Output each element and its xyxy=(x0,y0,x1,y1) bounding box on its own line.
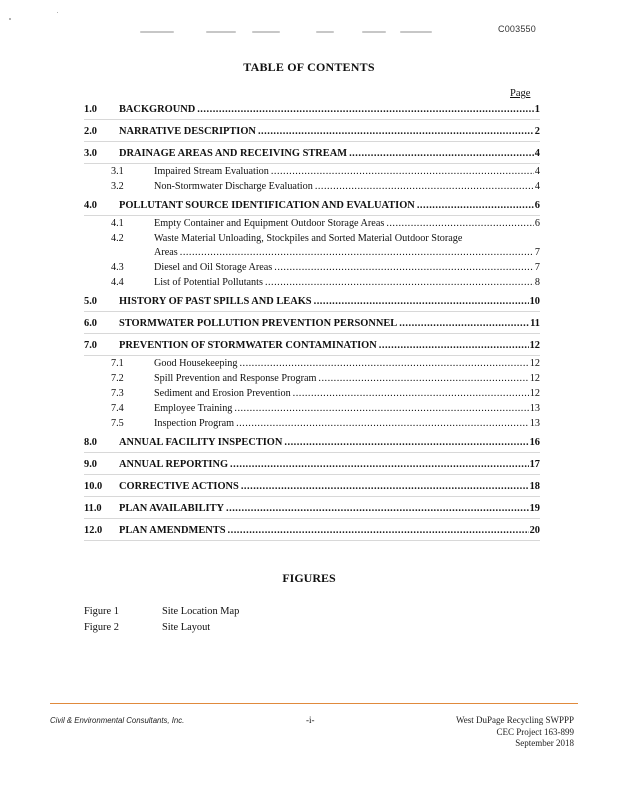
toc-entry-page: 12 xyxy=(529,340,540,351)
toc-entry-label: Diesel and Oil Storage Areas xyxy=(154,262,273,273)
toc-entry-number: 10.0 xyxy=(84,481,103,492)
toc-entry-text xyxy=(154,231,540,246)
toc-entry-page: 6 xyxy=(534,218,540,229)
footer-project-name: West DuPage Recycling SWPPP xyxy=(455,715,574,725)
dot-leader xyxy=(236,416,529,431)
toc-entry-page: 17 xyxy=(529,459,540,470)
toc-entry-page: 4 xyxy=(534,181,540,192)
dot-leader xyxy=(293,386,529,401)
toc-entry-label: HISTORY OF PAST SPILLS AND LEAKS xyxy=(119,296,312,307)
toc-section-entry[interactable] xyxy=(84,456,540,475)
toc-entry-number: 7.1 xyxy=(111,358,124,369)
footer-project-number: CEC Project 163-899 xyxy=(496,726,574,737)
toc-entry-text xyxy=(154,416,540,431)
toc-subsection-entry[interactable] xyxy=(84,275,540,290)
page-column-label: Page xyxy=(510,88,531,99)
toc-entry-number: 12.0 xyxy=(84,525,103,536)
toc-entry-number: 2.0 xyxy=(84,126,97,137)
dot-leader xyxy=(399,315,529,333)
toc-entry-label: NARRATIVE DESCRIPTION xyxy=(119,126,256,137)
toc-entry-label: ANNUAL REPORTING xyxy=(119,459,229,470)
toc-entry-text xyxy=(154,260,540,275)
toc-entry-page: 11 xyxy=(530,318,540,329)
scan-speck xyxy=(9,18,11,20)
toc-entry-text xyxy=(154,164,540,179)
toc-entry-text xyxy=(119,293,540,311)
toc-entry-label: PLAN AVAILABILITY xyxy=(119,503,224,514)
dot-leader xyxy=(284,434,528,452)
toc-entry-label: Impaired Stream Evaluation xyxy=(154,166,269,177)
toc-entry-label: STORMWATER POLLUTION PREVENTION PERSONNEL xyxy=(119,318,398,329)
toc-entry-number: 11.0 xyxy=(84,503,102,514)
toc-subsection-entry[interactable] xyxy=(84,386,540,401)
toc-entry-number: 8.0 xyxy=(84,437,97,448)
toc-entry-text xyxy=(119,123,540,141)
footer-divider xyxy=(50,703,578,704)
figure-number: Figure 1 xyxy=(84,606,119,617)
toc-entry-number: 3.1 xyxy=(111,166,124,177)
toc-entry-continuation[interactable] xyxy=(84,246,540,260)
toc-entry-page: 18 xyxy=(529,481,540,492)
toc-entry-label: CORRECTIVE ACTIONS xyxy=(119,481,239,492)
dot-leader xyxy=(228,522,529,540)
figure-label: Site Location Map xyxy=(162,606,240,617)
toc-entry-number: 4.0 xyxy=(84,200,97,211)
toc-entry-number: 4.3 xyxy=(111,262,124,273)
toc-entry-label: Employee Training xyxy=(154,403,233,414)
dot-leader xyxy=(180,246,534,260)
toc-entry-text xyxy=(154,179,540,194)
toc-subsection-entry[interactable] xyxy=(84,164,540,179)
toc-entry-number: 5.0 xyxy=(84,296,97,307)
dot-leader xyxy=(274,260,534,275)
toc-section-entry[interactable] xyxy=(84,434,540,453)
dot-leader xyxy=(230,456,529,474)
toc-entry-text xyxy=(119,197,540,215)
toc-section-entry[interactable] xyxy=(84,145,540,164)
document-id: C003550 xyxy=(498,24,536,34)
toc-section-entry[interactable] xyxy=(84,197,540,216)
toc-entry-label: Empty Container and Equipment Outdoor Storage Areas xyxy=(154,218,385,229)
toc-section-entry[interactable] xyxy=(84,500,540,519)
toc-subsection-entry[interactable] xyxy=(84,356,540,371)
toc-entry-label: PREVENTION OF STORMWATER CONTAMINATION xyxy=(119,340,377,351)
toc-entry-number: 6.0 xyxy=(84,318,97,329)
toc-entry-label: POLLUTANT SOURCE IDENTIFICATION AND EVALUATION xyxy=(119,200,415,211)
toc-entry-page: 6 xyxy=(534,200,540,211)
dot-leader xyxy=(226,500,529,518)
toc-entry-label: Spill Prevention and Response Program xyxy=(154,373,317,384)
toc-section-entry[interactable] xyxy=(84,337,540,356)
dot-leader xyxy=(318,371,528,386)
toc-entry-text xyxy=(154,216,540,231)
toc-entry-text xyxy=(119,315,540,333)
dot-leader xyxy=(315,179,534,194)
toc-entry-page: 12 xyxy=(529,373,540,384)
footer-date: September 2018 xyxy=(515,738,574,748)
dot-leader xyxy=(265,275,534,290)
toc-entry-page: 12 xyxy=(529,388,540,399)
toc-entry-label: PLAN AMENDMENTS xyxy=(119,525,226,536)
toc-entry-number: 7.2 xyxy=(111,373,124,384)
toc-subsection-entry[interactable] xyxy=(84,416,540,431)
toc-entry-page: 4 xyxy=(534,148,540,159)
toc-entry-label: List of Potential Pollutants xyxy=(154,277,263,288)
toc-entry-label: Inspection Program xyxy=(154,418,235,429)
toc-entry-text xyxy=(119,456,540,474)
toc-section-entry[interactable] xyxy=(84,293,540,312)
toc-entry-label: Waste Material Unloading, Stockpiles and Sorted Material Outdoor Storage xyxy=(154,233,463,244)
dot-leader xyxy=(197,101,534,119)
toc-subsection-entry[interactable] xyxy=(84,401,540,416)
toc-entry-label: DRAINAGE AREAS AND RECEIVING STREAM xyxy=(119,148,348,159)
toc-entry-number: 4.4 xyxy=(111,277,124,288)
toc-entry-page: 7 xyxy=(534,247,540,258)
dot-leader xyxy=(239,356,528,371)
figures-title: FIGURES xyxy=(282,571,336,585)
toc-entry-text xyxy=(119,145,540,163)
toc-section-entry[interactable] xyxy=(84,315,540,334)
dot-leader xyxy=(258,123,534,141)
toc-subsection-entry[interactable] xyxy=(84,179,540,194)
toc-entry-number: 3.0 xyxy=(84,148,97,159)
toc-section-entry[interactable] xyxy=(84,101,540,120)
toc-subsection-entry[interactable] xyxy=(84,216,540,231)
toc-entry-page: 20 xyxy=(529,525,540,536)
dot-leader xyxy=(349,145,534,163)
toc-entry-text xyxy=(154,275,540,290)
toc-entry-number: 4.2 xyxy=(111,233,124,244)
toc-title: TABLE OF CONTENTS xyxy=(243,60,375,74)
toc-entry-text xyxy=(119,478,540,496)
toc-section-entry[interactable] xyxy=(84,478,540,497)
dot-leader xyxy=(386,216,534,231)
figure-number: Figure 2 xyxy=(84,622,119,633)
toc-entry-text xyxy=(154,386,540,401)
toc-subsection-entry[interactable] xyxy=(84,231,540,246)
table-of-contents xyxy=(84,101,540,541)
dot-leader xyxy=(417,197,534,215)
toc-entry-label: Good Housekeeping xyxy=(154,358,238,369)
figure-label: Site Layout xyxy=(162,622,211,633)
toc-entry-page: 1 xyxy=(534,104,540,115)
toc-entry-number: 1.0 xyxy=(84,104,97,115)
toc-section-entry[interactable] xyxy=(84,123,540,142)
toc-entry-text xyxy=(119,500,540,518)
toc-entry-label: BACKGROUND xyxy=(119,104,196,115)
toc-entry-page: 12 xyxy=(529,358,540,369)
toc-entry-label: Sediment and Erosion Prevention xyxy=(154,388,291,399)
toc-subsection-entry[interactable] xyxy=(84,371,540,386)
dot-leader xyxy=(234,401,528,416)
toc-entry-page: 19 xyxy=(529,503,540,514)
toc-section-entry[interactable] xyxy=(84,522,540,541)
dot-leader xyxy=(379,337,529,355)
toc-entry-text xyxy=(119,434,540,452)
toc-entry-number: 7.4 xyxy=(111,403,124,414)
illegible-header-marks xyxy=(140,31,440,35)
toc-entry-text xyxy=(154,371,540,386)
toc-entry-page: 7 xyxy=(534,262,540,273)
toc-entry-page: 8 xyxy=(534,277,540,288)
dot-leader xyxy=(314,293,529,311)
toc-entry-text xyxy=(154,401,540,416)
toc-entry-page: 13 xyxy=(529,403,540,414)
footer-project-info xyxy=(456,715,574,750)
toc-entry-text xyxy=(119,101,540,119)
footer-company: Civil & Environmental Consultants, Inc. xyxy=(50,716,185,725)
toc-entry-page: 16 xyxy=(529,437,540,448)
scan-speck xyxy=(57,12,58,13)
toc-entry-label: ANNUAL FACILITY INSPECTION xyxy=(119,437,283,448)
toc-entry-number: 7.0 xyxy=(84,340,97,351)
toc-entry-number: 9.0 xyxy=(84,459,97,470)
toc-entry-text xyxy=(154,356,540,371)
toc-entry-text xyxy=(119,337,540,355)
toc-entry-number: 3.2 xyxy=(111,181,124,192)
toc-entry-text xyxy=(154,246,540,260)
toc-entry-page: 2 xyxy=(534,126,540,137)
dot-leader xyxy=(241,478,529,496)
toc-entry-page: 13 xyxy=(529,418,540,429)
toc-entry-number: 7.3 xyxy=(111,388,124,399)
dot-leader xyxy=(271,164,534,179)
toc-entry-page: 10 xyxy=(529,296,540,307)
footer-page-number: -i- xyxy=(306,715,315,725)
toc-entry-page: 4 xyxy=(534,166,540,177)
toc-entry-number: 4.1 xyxy=(111,218,124,229)
toc-entry-label: Non-Stormwater Discharge Evaluation xyxy=(154,181,313,192)
toc-entry-text xyxy=(119,522,540,540)
toc-subsection-entry[interactable] xyxy=(84,260,540,275)
toc-entry-number: 7.5 xyxy=(111,418,124,429)
toc-entry-label-continued: Areas xyxy=(154,247,178,258)
